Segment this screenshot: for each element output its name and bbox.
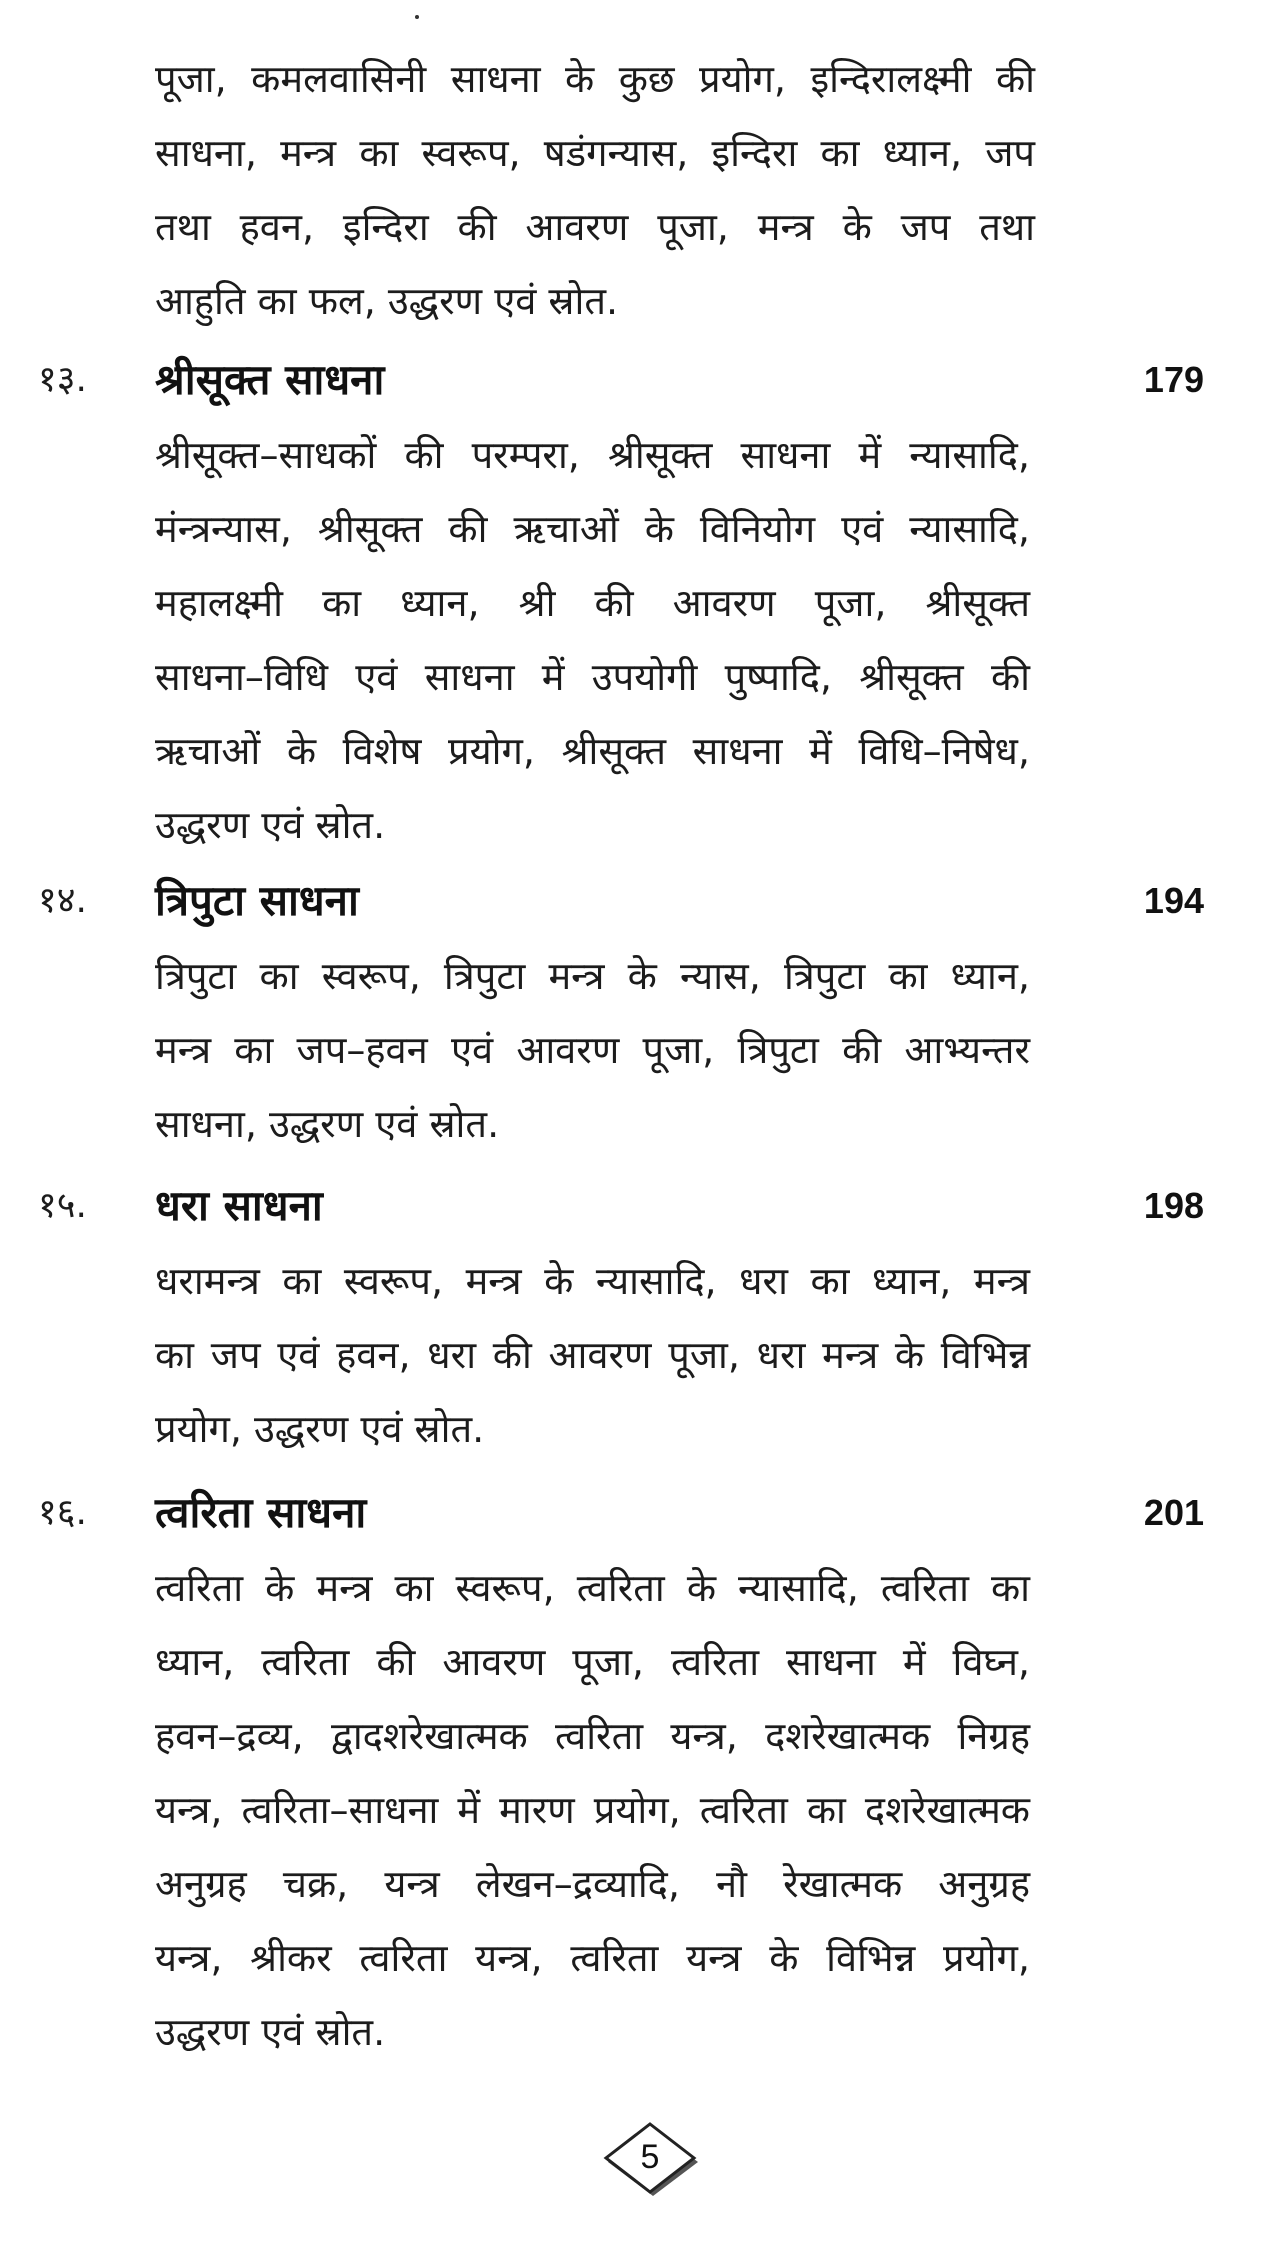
section-description — [155, 1244, 1030, 1466]
description-line: साधना, उद्धरण एवं स्रोत. — [155, 1102, 500, 1146]
description-line: यन्त्र, त्वरिता–साधना में मारण प्रयोग, त्वरिता का दशरेखात्मक — [155, 1788, 1030, 1832]
description-line: मंन्त्रन्यास, श्रीसूक्त की ऋचाओं के विनियोग एवं न्यासादि, — [155, 507, 1030, 551]
description-line: ध्यान, त्वरिता की आवरण पूजा, त्वरिता साधना में विघ्न, — [155, 1640, 1030, 1684]
description-line: धरामन्त्र का स्वरूप, मन्त्र के न्यासादि, धरा का ध्यान, मन्त्र — [155, 1259, 1030, 1303]
section-page-number: 201 — [1143, 1492, 1204, 1533]
section-number: १३. — [38, 359, 87, 400]
section-page-number: 198 — [1143, 1185, 1204, 1226]
top-dot-mark — [415, 15, 419, 19]
section-description — [155, 1551, 1030, 2069]
section-description — [155, 418, 1030, 862]
description-line: मन्त्र का जप–हवन एवं आवरण पूजा, त्रिपुटा की आभ्यन्तर — [155, 1028, 1030, 1072]
description-line: उद्धरण एवं स्रोत. — [155, 2010, 386, 2054]
page-number-badge — [598, 2120, 708, 2200]
section-description — [155, 939, 1030, 1161]
section-title: धरा साधना — [155, 1181, 323, 1230]
description-line: साधना–विधि एवं साधना में उपयोगी पुष्पादि, श्रीसूक्त की — [155, 655, 1030, 699]
section-page-number: 179 — [1143, 359, 1204, 400]
intro-line: आहुति का फल, उद्धरण एवं स्रोत. — [155, 279, 619, 323]
description-line: त्वरिता के मन्त्र का स्वरूप, त्वरिता के न्यासादि, त्वरिता का — [155, 1566, 1030, 1610]
intro-line: पूजा, कमलवासिनी साधना के कुछ प्रयोग, इन्दिरालक्ष्मी की — [155, 57, 1035, 101]
description-line: यन्त्र, श्रीकर त्वरिता यन्त्र, त्वरिता यन्त्र के विभिन्न प्रयोग, — [155, 1936, 1030, 1980]
intro-paragraph — [155, 42, 1035, 338]
section-page-number: 194 — [1143, 880, 1204, 921]
section-title: त्रिपुटा साधना — [155, 876, 359, 925]
section-number: १४. — [38, 880, 87, 921]
description-line: त्रिपुटा का स्वरूप, त्रिपुटा मन्त्र के न्यास, त्रिपुटा का ध्यान, — [155, 954, 1030, 998]
description-line: प्रयोग, उद्धरण एवं स्रोत. — [155, 1407, 485, 1451]
description-line: ऋचाओं के विशेष प्रयोग, श्रीसूक्त साधना में विधि–निषेध, — [155, 729, 1030, 773]
description-line: महालक्ष्मी का ध्यान, श्री की आवरण पूजा, श्रीसूक्त — [155, 581, 1030, 625]
section-number: १६. — [38, 1492, 87, 1533]
description-line: अनुग्रह चक्र, यन्त्र लेखन–द्रव्यादि, नौ रेखात्मक अनुग्रह — [155, 1862, 1030, 1906]
intro-line: तथा हवन, इन्दिरा की आवरण पूजा, मन्त्र के जप तथा — [155, 205, 1035, 249]
section-number: १५. — [38, 1185, 87, 1226]
intro-line: साधना, मन्त्र का स्वरूप, षडंगन्यास, इन्दिरा का ध्यान, जप — [155, 131, 1035, 175]
description-line: हवन–द्रव्य, द्वादशरेखात्मक त्वरिता यन्त्र, दशरेखात्मक निग्रह — [155, 1714, 1030, 1758]
description-line: श्रीसूक्त–साधकों की परम्परा, श्रीसूक्त साधना में न्यासादि, — [155, 433, 1030, 477]
description-line: उद्धरण एवं स्रोत. — [155, 803, 386, 847]
page-number: 5 — [640, 2138, 660, 2176]
description-line: का जप एवं हवन, धरा की आवरण पूजा, धरा मन्त्र के विभिन्न — [155, 1333, 1030, 1377]
section-title: श्रीसूक्त साधना — [155, 355, 385, 404]
section-title: त्वरिता साधना — [155, 1488, 367, 1537]
